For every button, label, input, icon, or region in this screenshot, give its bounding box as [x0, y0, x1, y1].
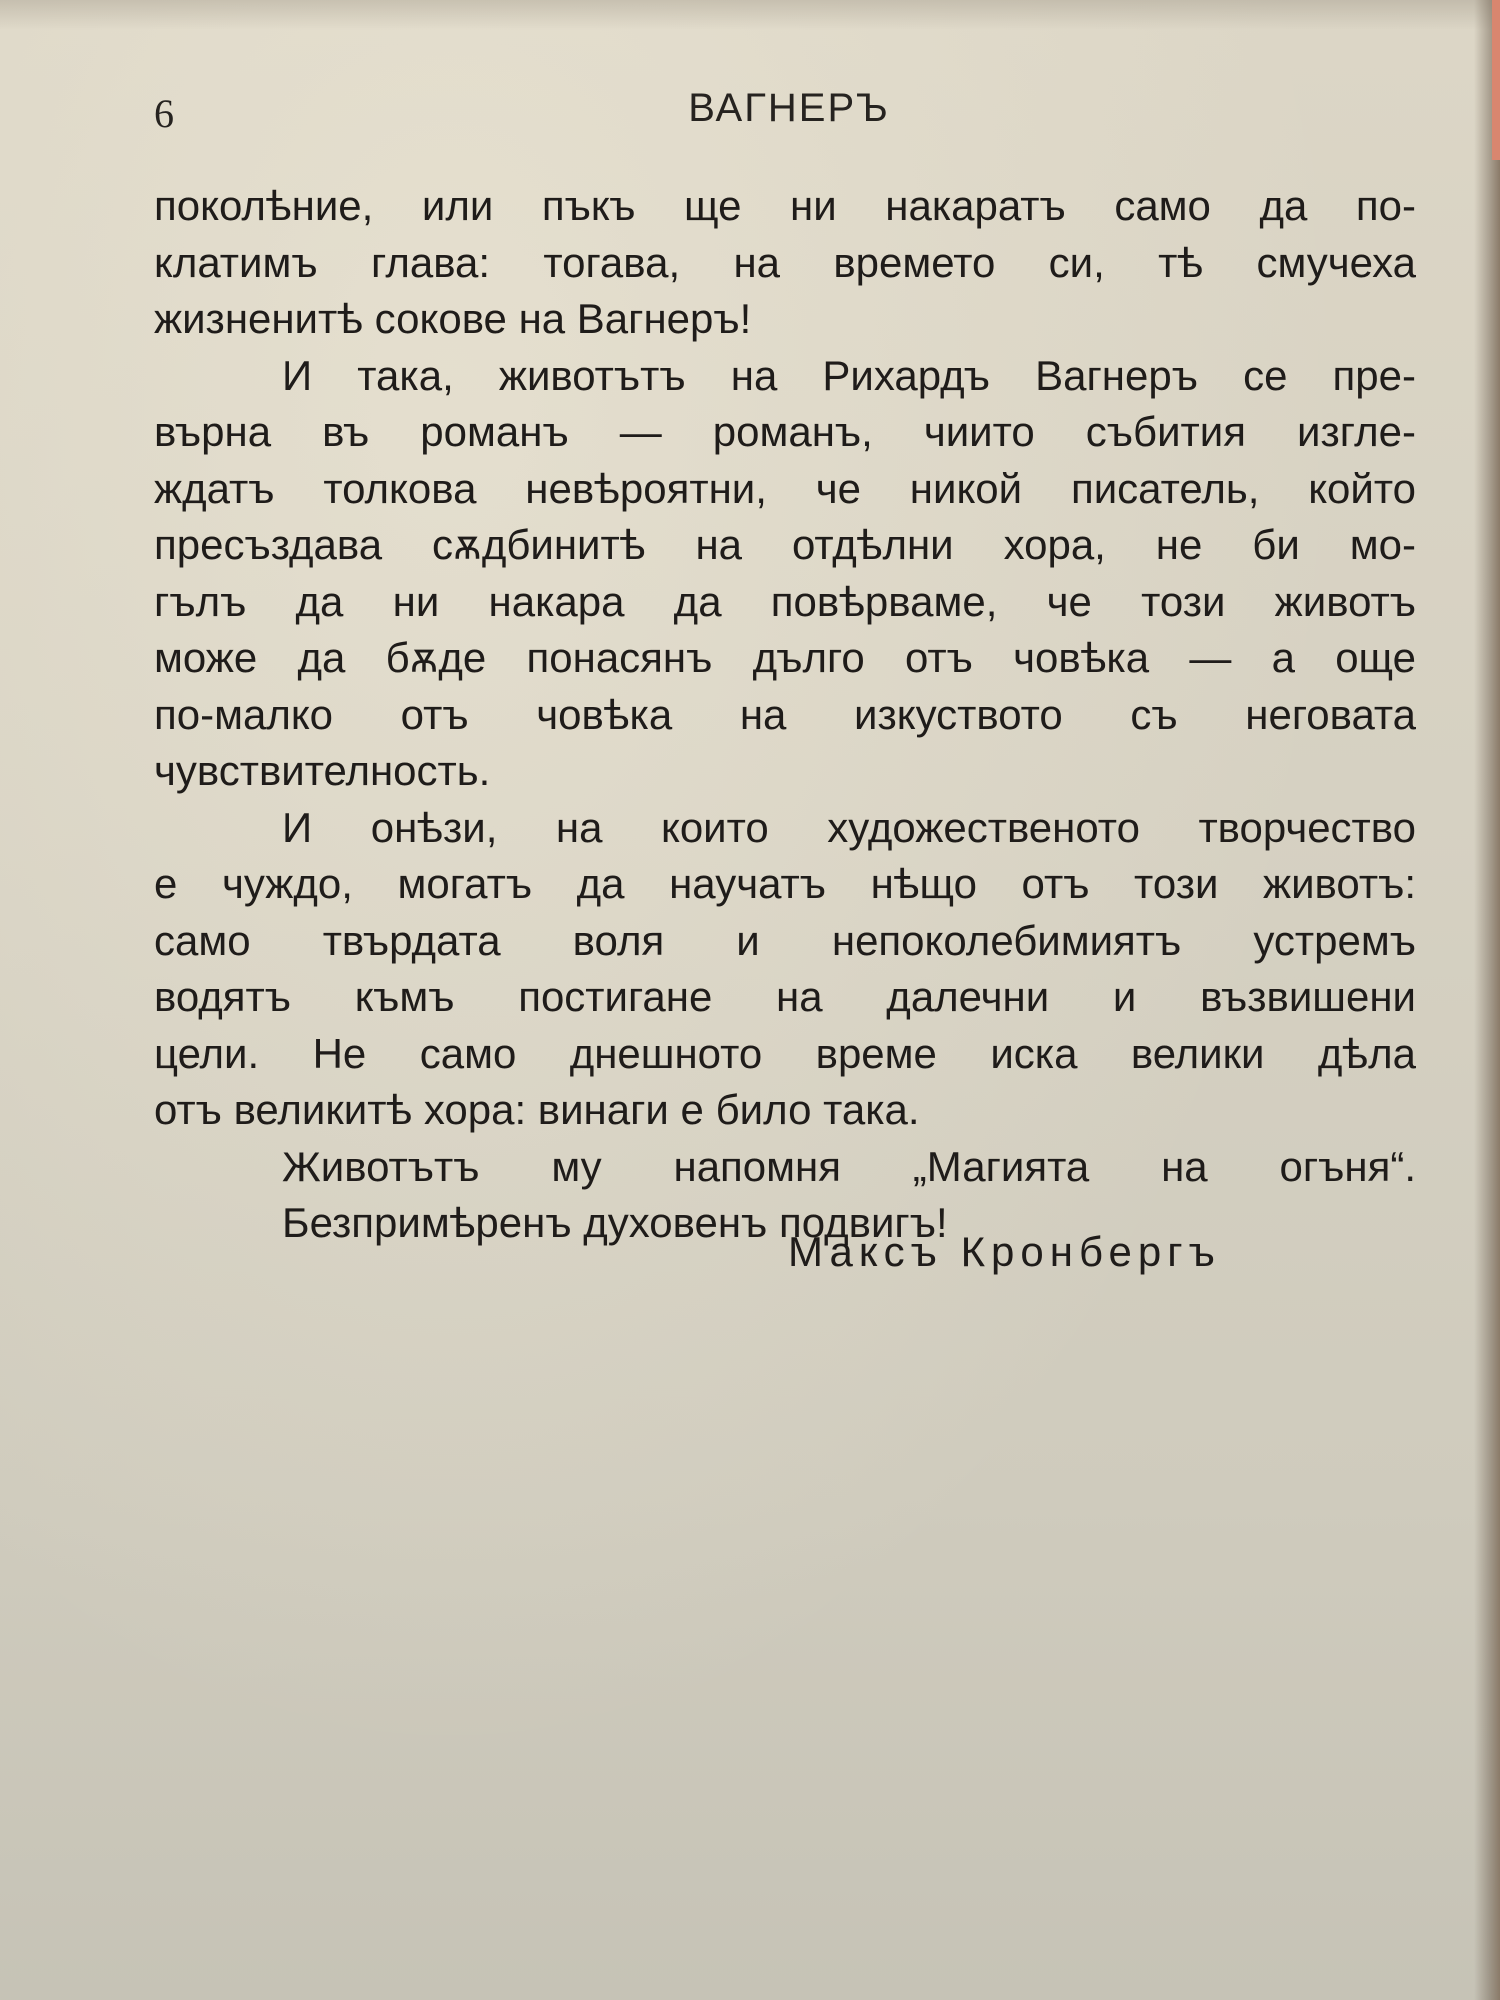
text-line: Безпримѣренъ духовенъ подвигъ! — [282, 1199, 948, 1246]
paragraph-1 — [154, 178, 1416, 348]
text-line: може да бѫде понасянъ дълго отъ човѣка — а още — [154, 634, 1416, 681]
text-line: чувствителность. — [154, 747, 491, 794]
text-line: жизненитѣ сокове на Вагнеръ! — [154, 295, 752, 342]
paragraph-3 — [154, 800, 1416, 1139]
text-line: пресъздава сѫдбинитѣ на отдѣлни хора, не би мо- — [154, 521, 1416, 568]
text-line: клатимъ глава: тогава, на времето си, тѣ смучеха — [154, 238, 1416, 286]
text-line: по-малко отъ човѣка на изкуството съ неговата — [154, 690, 1416, 738]
text-line: поколѣние, или пъкъ ще ни накаратъ само да по- — [154, 182, 1416, 229]
text-line: Животътъ му напомня „Магията на огъня“. — [282, 1142, 1416, 1190]
paragraph-5 — [154, 1195, 1416, 1252]
page-shadow — [0, 0, 1500, 30]
text-line: гълъ да ни накара да повѣрваме, че този животъ — [154, 577, 1416, 625]
page-number: 6 — [154, 91, 174, 136]
text-line: И така, животътъ на Рихардъ Вагнеръ се пре- — [282, 351, 1416, 399]
text-line: е чуждо, могатъ да научатъ нѣщо отъ този животъ: — [154, 860, 1416, 907]
text-line: отъ великитѣ хора: винаги е било така. — [154, 1086, 920, 1133]
text-line: върна въ романъ — романъ, чиито събития изгле- — [154, 408, 1416, 455]
paragraph-4 — [154, 1139, 1416, 1196]
text-line: цели. Не само днешното време иска велики дѣла — [154, 1029, 1416, 1077]
author-signature: Максъ Кронбергъ — [788, 1228, 1221, 1275]
page-header — [154, 86, 1424, 146]
running-title: ВАГНЕРЪ — [688, 86, 890, 130]
text-line: само твърдата воля и непоколебимиятъ устремъ — [154, 916, 1416, 964]
body-text — [154, 178, 1416, 1252]
text-line: И онѣзи, на които художественото творчество — [282, 803, 1416, 851]
page-edge — [1474, 0, 1500, 2000]
text-line: водятъ къмъ постигане на далечни и възвишени — [154, 973, 1416, 1020]
paragraph-2 — [154, 348, 1416, 800]
text-line: ждатъ толкова невѣроятни, че никой писатель, който — [154, 464, 1416, 512]
